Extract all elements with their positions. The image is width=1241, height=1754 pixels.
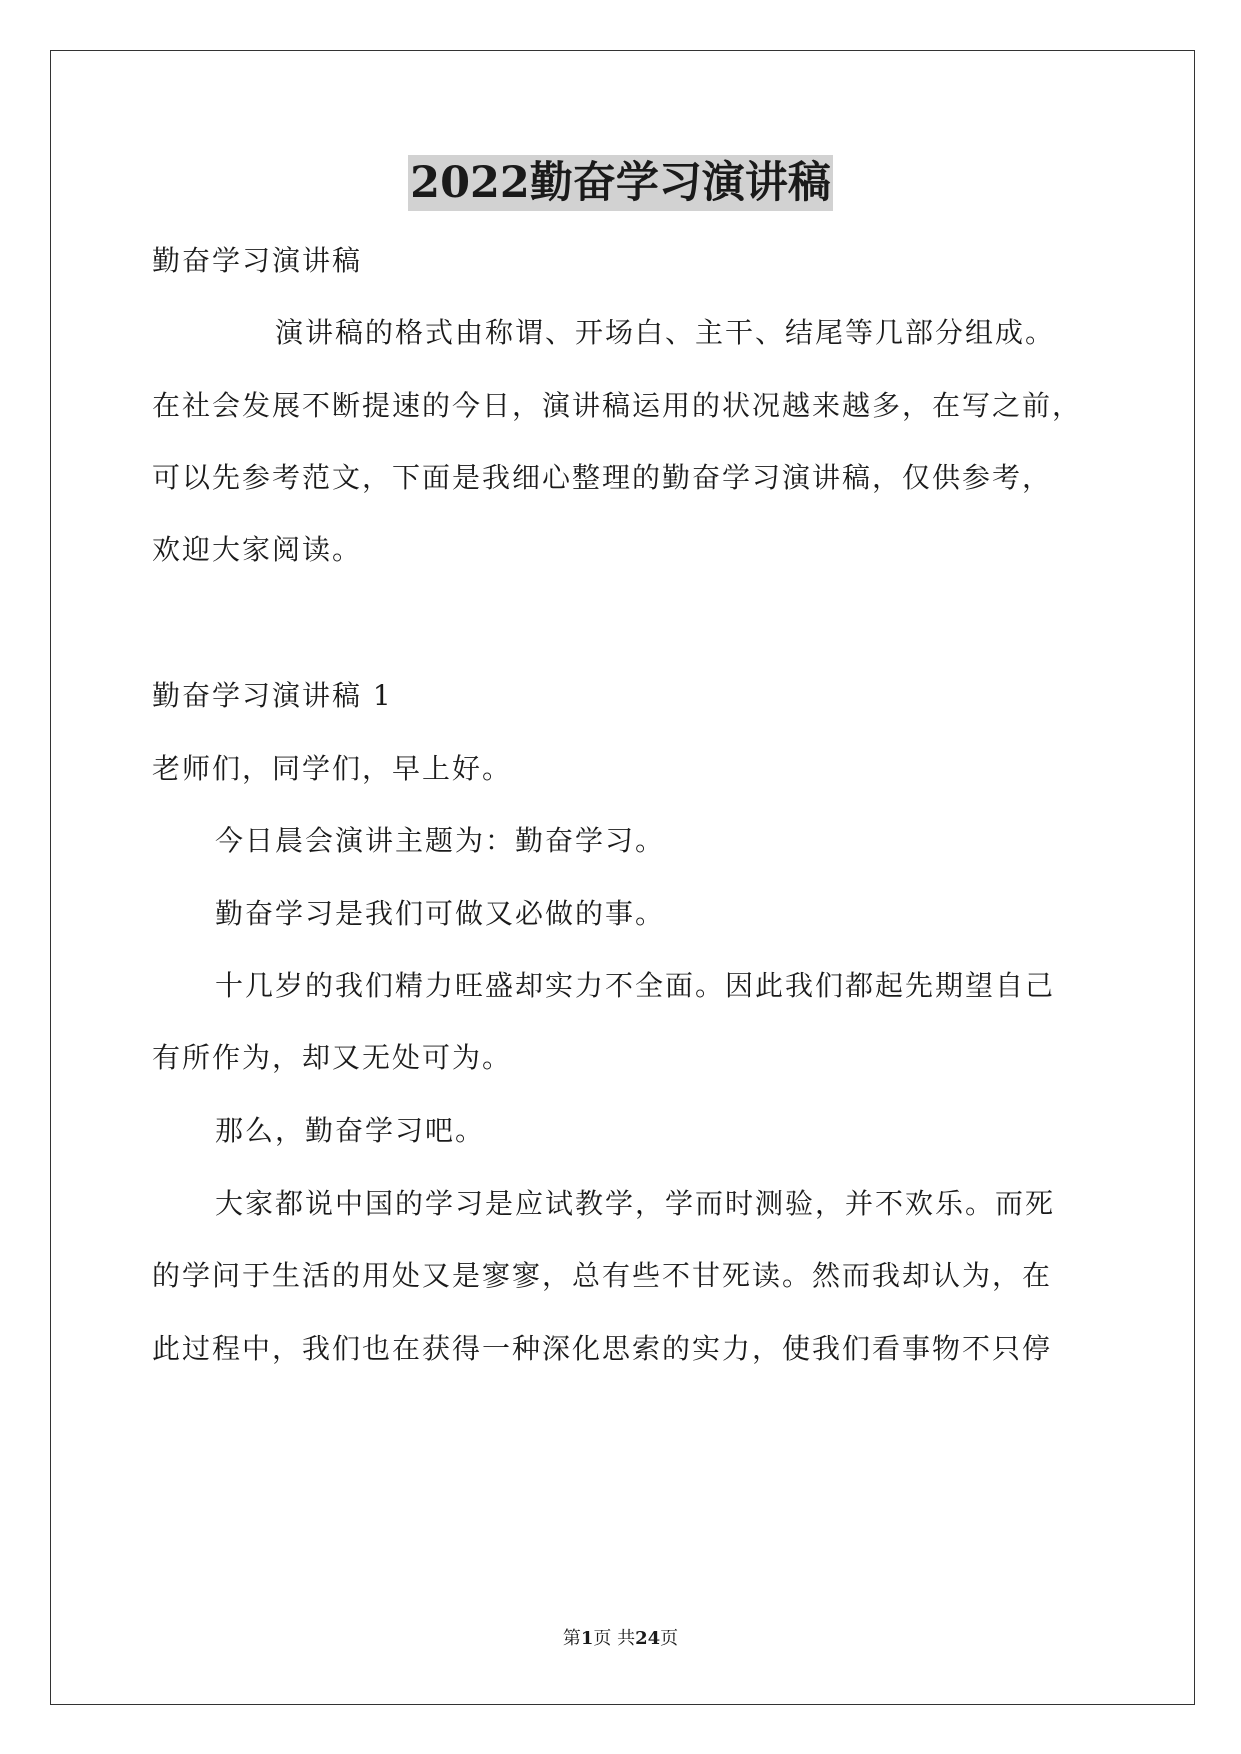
footer-page-number: 1: [580, 1628, 594, 1649]
footer-total-pages: 24: [635, 1628, 661, 1649]
intro-line: 在社会发展不断提速的今日，演讲稿运用的状况越来越多，在写之前，: [152, 389, 1083, 422]
page-border: [50, 50, 1195, 1705]
intro-line: 演讲稿的格式由称谓、开场白、主干、结尾等几部分组成。: [275, 316, 1056, 349]
body-line: 老师们，同学们，早上好。: [152, 752, 513, 785]
body-line: 今日晨会演讲主题为：勤奋学习。: [215, 824, 666, 857]
intro-line: 可以先参考范文，下面是我细心整理的勤奋学习演讲稿，仅供参考，: [152, 461, 1053, 494]
page-footer: [0, 1627, 1241, 1651]
subtitle: 勤奋学习演讲稿: [152, 244, 363, 277]
body-line: 有所作为，却又无处可为。: [152, 1041, 513, 1074]
body-line: 的学问于生活的用处又是寥寥，总有些不甘死读。然而我却认为，在: [152, 1259, 1053, 1292]
title-container: [0, 155, 1241, 211]
body-line: 勤奋学习是我们可做又必做的事。: [215, 897, 666, 930]
body-line: 十几岁的我们精力旺盛却实力不全面。因此我们都起先期望自己: [215, 969, 1056, 1002]
footer-mid: 页 共: [593, 1628, 636, 1649]
footer-suffix: 页: [660, 1628, 679, 1649]
body-line: 此过程中，我们也在获得一种深化思索的实力，使我们看事物不只停: [152, 1332, 1053, 1365]
section-heading: 勤奋学习演讲稿 1: [152, 679, 393, 712]
intro-line: 欢迎大家阅读。: [152, 533, 363, 566]
footer-prefix: 第: [562, 1628, 581, 1649]
body-line: 那么，勤奋学习吧。: [215, 1114, 486, 1147]
body-line: 大家都说中国的学习是应试教学，学而时测验，并不欢乐。而死: [215, 1187, 1056, 1220]
document-title: 2022勤奋学习演讲稿: [408, 155, 833, 211]
